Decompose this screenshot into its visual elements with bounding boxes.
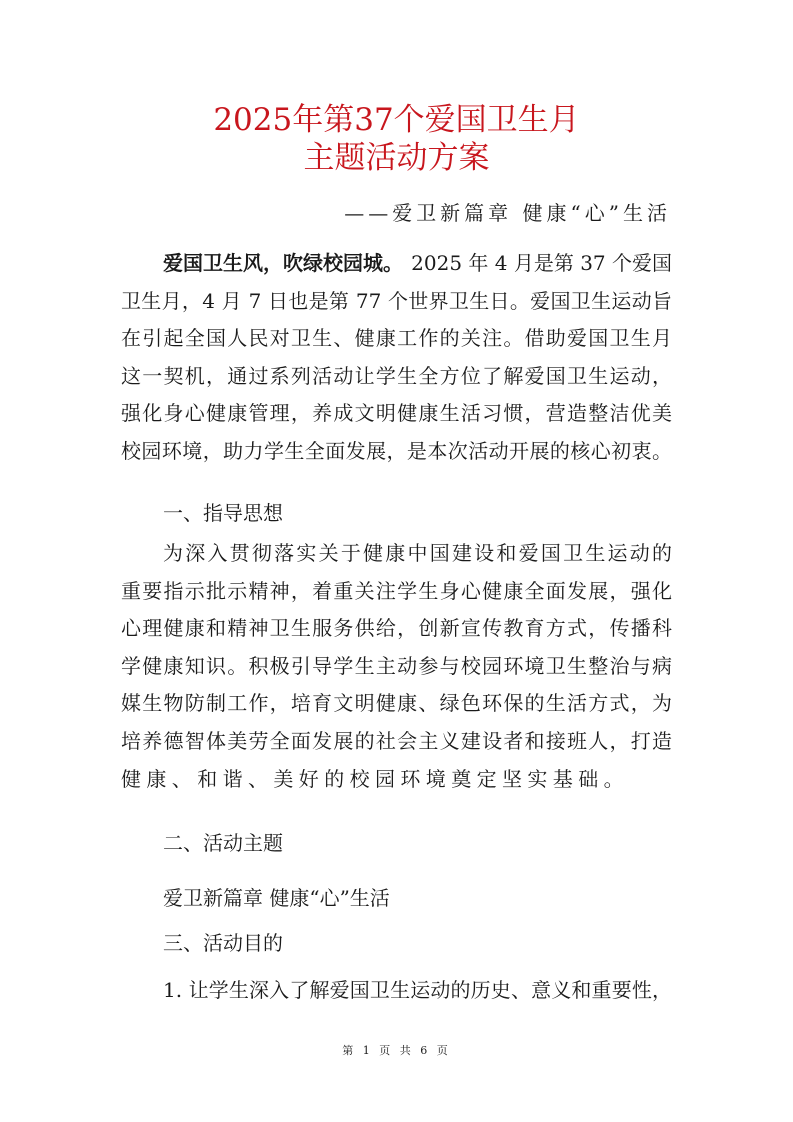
section2-heading: 二、活动主题 [163,831,283,855]
section1-line: 重要指示批示精神，着重关注学生身心健康全面发展，强化 [121,578,672,603]
intro-line: 卫生月，4 月 7 日也是第 77 个世界卫生日。爱国卫生运动旨 [121,288,672,313]
section3-heading: 三、活动目的 [163,931,283,955]
section1-line: 为深入贯彻落实关于健康中国建设和爱国卫生运动的 [163,541,672,565]
intro-lead: 爱国卫生风，吹绿校园城。 [163,251,403,275]
section1-line: 培养德智体美劳全面发展的社会主义建设者和接班人，打造 [121,729,672,753]
section1-line: 心理健康和精神卫生服务供给，创新宣传教育方式，传播科 [121,616,672,641]
section1-line: 学健康知识。积极引导学生主动参与校园环境卫生整治与病 [121,653,672,678]
intro-line-0: 2025 年 4 月是第 37 个爱国 [411,251,672,275]
section1-heading: 一、指导思想 [163,501,283,525]
section1-line: 媒生物防制工作，培育文明健康、绿色环保的生活方式，为 [121,691,672,716]
section1-line: 健康、和谐、美好的校园环境奠定坚实基础。 [121,766,629,791]
intro-line: 强化身心健康管理，养成文明健康生活习惯，营造整洁优美 [121,401,672,426]
document-subtitle: ——爱卫新篇章 健康“心”生活 [344,201,671,225]
section3-item-1: 1. 让学生深入了解爱国卫生运动的历史、意义和重要性， [163,978,672,1002]
document-title-line1: 2025年第37个爱国卫生月 [213,102,580,138]
intro-line: 在引起全国人民对卫生、健康工作的关注。借助爱国卫生月 [121,326,672,351]
document-title-line2: 主题活动方案 [303,140,490,176]
intro-line: 这一契机，通过系列活动让学生全方位了解爱国卫生运动， [121,363,672,388]
section2-theme: 爱卫新篇章 健康“心”生活 [163,886,390,910]
page-footer: 第 1 页 共 6 页 [342,1044,451,1057]
intro-line: 校园环境，助力学生全面发展，是本次活动开展的核心初衷。 [121,439,672,463]
intro-first-line [163,250,672,276]
